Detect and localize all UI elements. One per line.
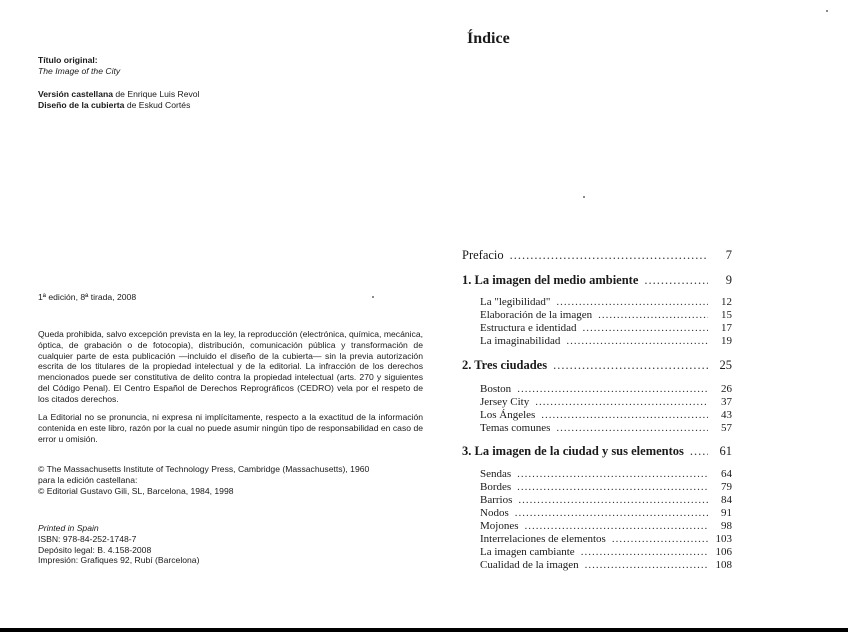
- toc-prefacio: [462, 248, 732, 263]
- toc-chapter: [462, 358, 732, 373]
- toc-leader: [535, 396, 708, 408]
- toc-item: [480, 481, 732, 493]
- edition-line: 1ª edición, 8ª tirada, 2008: [38, 292, 137, 302]
- toc-item-page: 43: [721, 409, 732, 421]
- scan-bottom-edge: [0, 628, 848, 632]
- toc-item-page: 15: [721, 309, 732, 321]
- cover-label: Diseño de la cubierta: [38, 99, 125, 110]
- toc-item-label: Nodos: [480, 507, 509, 519]
- toc-item: [480, 507, 732, 519]
- toc-item: [480, 422, 732, 434]
- toc-item: [480, 494, 732, 506]
- toc-item-label: Interrelaciones de elementos: [480, 533, 606, 545]
- toc-leader: [553, 358, 708, 373]
- toc-item-label: Bordes: [480, 481, 512, 493]
- toc-leader: [690, 444, 708, 459]
- toc-item-label: Boston: [480, 383, 512, 395]
- toc-item-page: 26: [721, 383, 732, 395]
- original-title: The Image of the City: [38, 65, 121, 76]
- toc-item: [480, 520, 732, 532]
- toc-item-label: Temas comunes: [480, 422, 551, 434]
- toc-item-label: Cualidad de la imagen: [480, 559, 579, 571]
- toc-item: [480, 322, 732, 334]
- copyright-block: [38, 464, 423, 496]
- toc-item-page: 91: [721, 507, 732, 519]
- toc-leader: [581, 546, 708, 558]
- printed-in: Printed in Spain: [38, 523, 99, 533]
- toc-leader: [517, 481, 708, 493]
- cover-text: de Eskud Cortés: [126, 99, 191, 110]
- toc-leader: [541, 409, 708, 421]
- toc-chapter-page: 9: [725, 273, 732, 287]
- toc-chapter-label: 3. La imagen de la ciudad y sus elementos: [462, 444, 684, 458]
- copyright-line-1: © The Massachusetts Institute of Technology Press, Cambridge (Massachusetts), 1960: [38, 464, 370, 474]
- translation-text: de Enrique Luis Revol: [115, 89, 200, 99]
- copyright-line-1b: para la edición castellana:: [38, 474, 138, 485]
- toc-item-page: 64: [721, 468, 732, 480]
- toc-item: [480, 409, 732, 421]
- scan-speck: [583, 196, 585, 198]
- toc-item-page: 57: [721, 422, 732, 434]
- toc-item: [480, 396, 732, 408]
- toc-chapter: [462, 273, 732, 288]
- scan-speck: [826, 10, 828, 12]
- translation-credit: [38, 89, 423, 100]
- toc-leader: [598, 309, 708, 321]
- toc-leader: [556, 422, 708, 434]
- original-title-block: [38, 55, 423, 77]
- toc-prefacio-label: Prefacio: [462, 248, 504, 262]
- toc-leader: [518, 494, 708, 506]
- toc-leader: [583, 322, 708, 334]
- toc-item-page: 17: [721, 322, 732, 334]
- credits-block: [38, 89, 423, 111]
- toc-item: [480, 296, 732, 308]
- toc-leader: [517, 383, 708, 395]
- toc-item-page: 103: [715, 533, 732, 545]
- toc-leader: [644, 273, 708, 288]
- toc-item: [480, 559, 732, 571]
- toc-leader: [612, 533, 708, 545]
- toc-item-label: Sendas: [480, 468, 512, 480]
- toc-leader: [566, 335, 708, 347]
- toc-item: [480, 468, 732, 480]
- toc-leader: [515, 507, 708, 519]
- isbn: ISBN: 978-84-252-1748-7: [38, 533, 137, 544]
- toc-chapter-label: 2. Tres ciudades: [462, 358, 548, 372]
- toc-item-page: 106: [715, 546, 732, 558]
- toc-chapter-page: 25: [719, 358, 732, 372]
- toc-leader: [585, 559, 708, 571]
- toc-item-page: 12: [721, 296, 732, 308]
- toc-chapter: [462, 444, 732, 459]
- toc-item-label: La "legibilidad": [480, 296, 551, 308]
- toc-item-page: 98: [721, 520, 732, 532]
- toc-item-label: Jersey City: [480, 396, 530, 408]
- toc-leader: [556, 296, 708, 308]
- toc-chapter-label: 1. La imagen del medio ambiente: [462, 273, 639, 287]
- toc-item-page: 79: [721, 481, 732, 493]
- toc-item-label: Estructura e identidad: [480, 322, 577, 334]
- toc-item-page: 84: [721, 494, 732, 506]
- toc-prefacio-page: 7: [725, 248, 732, 262]
- toc-leader: [525, 520, 709, 532]
- legal-deposit: Depósito legal: B. 4.158-2008: [38, 544, 152, 555]
- printer: Impresión: Grafiques 92, Rubí (Barcelona): [38, 555, 200, 566]
- printing-block: [38, 523, 423, 566]
- toc-item-label: La imaginabilidad: [480, 335, 561, 347]
- toc-leader: [510, 248, 708, 263]
- toc-leader: [517, 468, 708, 480]
- toc-item-page: 19: [721, 335, 732, 347]
- toc-item-label: Barrios: [480, 494, 513, 506]
- toc-item: [480, 335, 732, 347]
- toc-item: [480, 309, 732, 321]
- translation-label: Versión castellana: [38, 89, 113, 99]
- scan-speck: [372, 296, 374, 298]
- toc-item-page: 37: [721, 396, 732, 408]
- toc-item-label: Los Ángeles: [480, 409, 536, 421]
- toc-item-label: Elaboración de la imagen: [480, 309, 593, 321]
- toc-item: [480, 533, 732, 545]
- toc-item-label: Mojones: [480, 520, 519, 532]
- toc-item: [480, 383, 732, 395]
- original-title-label: Título original:: [38, 55, 98, 65]
- cover-credit: [38, 100, 423, 111]
- index-title: Índice: [467, 30, 510, 47]
- toc-item: [480, 546, 732, 558]
- copyright-line-2: © Editorial Gustavo Gili, SL, Barcelona, 1984, 1998: [38, 485, 234, 496]
- toc-item-label: La imagen cambiante: [480, 546, 575, 558]
- rights-paragraph-2: La Editorial no se pronuncia, ni expresa ni implícitamente, respecto a la exactitud de la información contenida en este libro, razón por la cual no puede asumir ningún tipo de responsabilidad en caso de error u omisión.: [38, 412, 423, 444]
- rights-paragraph-1: Queda prohibida, salvo excepción prevista en la ley, la reproducción (electrónica, química, mecánica, óptica, de grabación o de fotocopia), distribución, comunicación pública y transformación de cualquier parte de esta publicación —incluido el diseño de la cubierta— sin la previa autorización escrita de los titulares de la propiedad intelectual y de la editorial. La infracción de los derechos mencionados puede ser constitutiva de delito contra la propiedad intelectual (arts. 270 y siguientes del Código Penal). El Centro Español de Derechos Reprográficos (CEDRO) vela por el respeto de los citados derechos.: [38, 329, 423, 404]
- toc-item-page: 108: [715, 559, 732, 571]
- toc-chapter-page: 61: [719, 444, 732, 458]
